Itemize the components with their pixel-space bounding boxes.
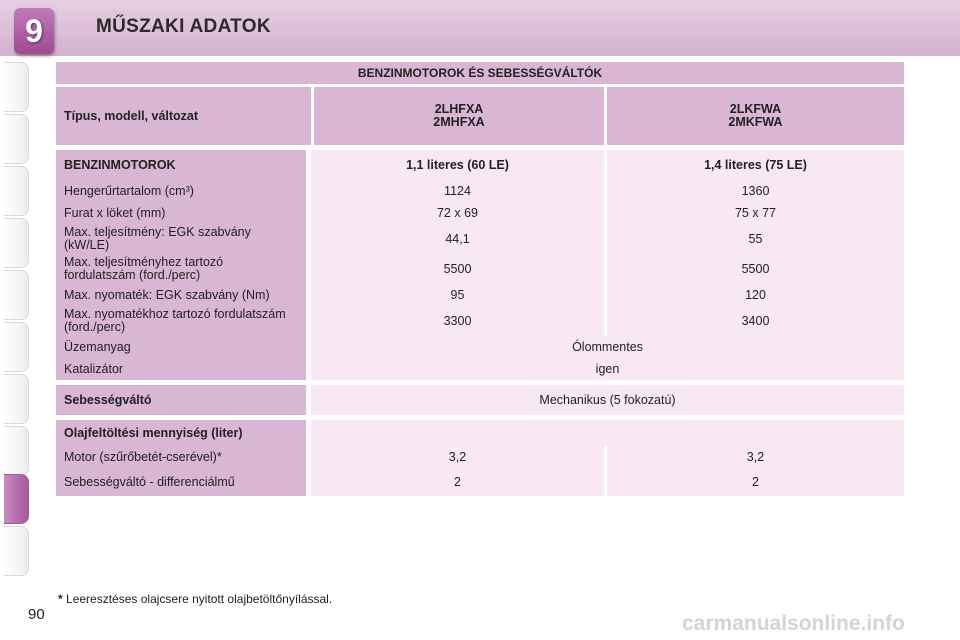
fuel-label: Üzemanyag [56, 336, 311, 358]
catalyst-value: igen [311, 358, 904, 385]
chapter-tab-9-active[interactable] [4, 474, 29, 524]
oil-label: Olajfeltöltési mennyiség (liter) [56, 420, 311, 446]
page-number: 90 [28, 606, 45, 623]
row-value-2: 5500 [607, 254, 904, 284]
table-title-row [56, 62, 904, 87]
type-row [56, 87, 904, 150]
chapter-tab-3[interactable] [4, 166, 29, 216]
row-value-1: 44,1 [311, 224, 607, 254]
row-label: Furat x löket (mm) [56, 202, 311, 224]
engine2-label: 1,4 literes (75 LE) [607, 150, 904, 180]
table-row [56, 254, 904, 284]
gearbox-row [56, 385, 904, 420]
gearbox-value: Mechanikus (5 fokozatú) [311, 385, 904, 420]
row-value-1: 3300 [311, 306, 607, 336]
row-label: Max. teljesítményhez tartozó fordulatszám (ford./perc) [56, 254, 311, 284]
row-value-1: 1124 [311, 180, 607, 202]
oil-row-label: Motor (szűrőbetét-cserével)* [56, 446, 311, 468]
table-row [56, 224, 904, 254]
chapter-badge: 9 [14, 8, 54, 54]
table-row [56, 446, 904, 468]
oil-header-blank [311, 420, 904, 446]
footnote-text: Leeresztéses olajcsere nyitott olajbetöltőnyílással. [66, 592, 333, 606]
table-row [56, 202, 904, 224]
chapter-tab-strip [0, 62, 32, 578]
chapter-tab-8[interactable] [4, 426, 29, 476]
watermark: carmanualsonline.info [682, 612, 905, 635]
page-header [0, 0, 960, 56]
col2-codes [607, 87, 904, 150]
table-row [56, 306, 904, 336]
table-row [56, 180, 904, 202]
engine-row [56, 150, 904, 180]
footnote [58, 592, 332, 606]
chapter-tab-7[interactable] [4, 374, 29, 424]
footnote-star: * [58, 592, 63, 606]
row-value-1: 95 [311, 284, 607, 306]
catalyst-label: Katalizátor [56, 358, 311, 385]
col1-code-2: 2MHFXA [433, 115, 485, 129]
table-row [56, 284, 904, 306]
row-value-1: 72 x 69 [311, 202, 607, 224]
oil-row-value-1: 3,2 [311, 446, 607, 468]
chapter-tab-1[interactable] [4, 62, 29, 112]
col1-codes [311, 87, 607, 150]
row-value-1: 5500 [311, 254, 607, 284]
oil-row-value-1: 2 [311, 468, 607, 496]
catalyst-row [56, 358, 904, 385]
row-label: Max. nyomatékhoz tartozó fordulatszám (ford./perc) [56, 306, 311, 336]
engines-label: BENZINMOTOROK [56, 150, 311, 180]
fuel-value: Ólommentes [311, 336, 904, 358]
table-row [56, 468, 904, 496]
table-title: BENZINMOTOROK ÉS SEBESSÉGVÁLTÓK [56, 62, 904, 87]
oil-row-value-2: 3,2 [607, 446, 904, 468]
chapter-tab-6[interactable] [4, 322, 29, 372]
row-value-2: 1360 [607, 180, 904, 202]
row-value-2: 75 x 77 [607, 202, 904, 224]
gearbox-label: Sebességváltó [56, 385, 311, 420]
row-value-2: 3400 [607, 306, 904, 336]
spec-table [56, 62, 904, 496]
col1-code-1: 2LHFXA [434, 102, 484, 116]
col2-code-1: 2LKFWA [729, 102, 782, 116]
oil-row-value-2: 2 [607, 468, 904, 496]
row-label: Hengerűrtartalom (cm³) [56, 180, 311, 202]
type-label: Típus, modell, változat [56, 87, 311, 150]
engine1-label: 1,1 literes (60 LE) [311, 150, 607, 180]
page-title: MŰSZAKI ADATOK [96, 16, 271, 37]
fuel-row [56, 336, 904, 358]
col2-code-2: 2MKFWA [728, 115, 783, 129]
chapter-tab-10[interactable] [4, 526, 29, 576]
spec-table-container [56, 62, 904, 496]
chapter-tab-2[interactable] [4, 114, 29, 164]
row-value-2: 55 [607, 224, 904, 254]
row-label: Max. teljesítmény: EGK szabvány (kW/LE) [56, 224, 311, 254]
oil-row-label: Sebességváltó - differenciálmű [56, 468, 311, 496]
row-label: Max. nyomaték: EGK szabvány (Nm) [56, 284, 311, 306]
row-value-2: 120 [607, 284, 904, 306]
oil-header-row [56, 420, 904, 446]
chapter-tab-4[interactable] [4, 218, 29, 268]
chapter-tab-5[interactable] [4, 270, 29, 320]
